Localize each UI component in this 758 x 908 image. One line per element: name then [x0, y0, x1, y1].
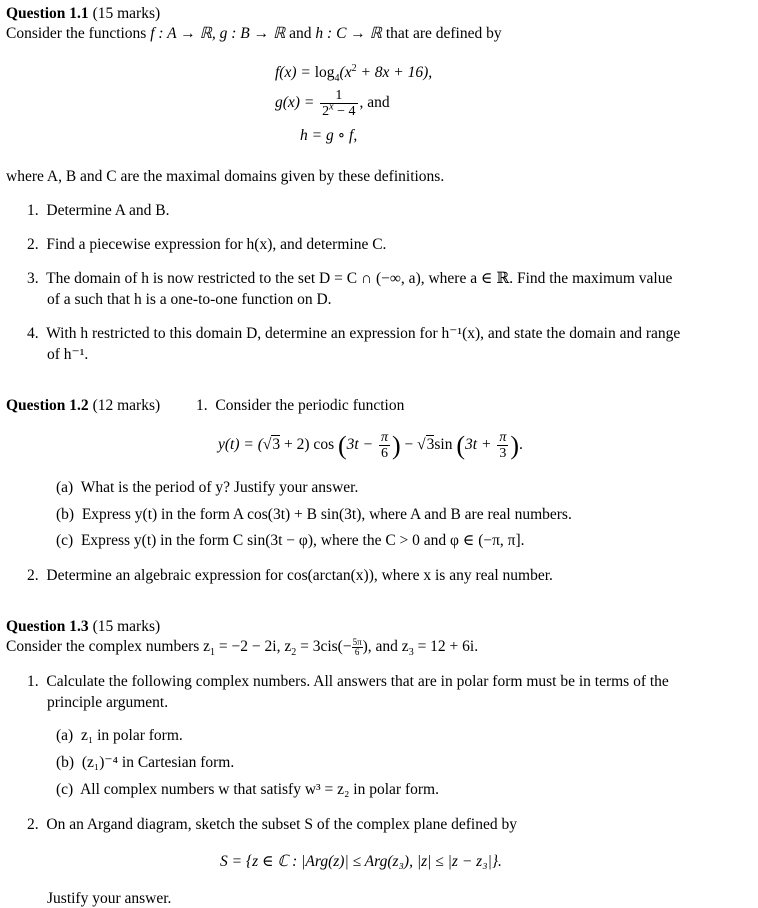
equation-h: h = g ∘ f, [300, 127, 358, 144]
q12-item-2 [27, 566, 553, 585]
subitem-text: What is the period of y? Justify your answer. [80, 479, 359, 496]
den-sup: x [329, 101, 334, 113]
q13-subitem-c [56, 780, 439, 799]
question-title: Question 1.2 [6, 397, 89, 414]
intro-text: that are defined by [381, 25, 502, 42]
eq-minus: − [400, 436, 418, 454]
eq-and: , and [359, 94, 390, 112]
q12-subitem-a [56, 478, 358, 497]
q12-item-1 [196, 396, 404, 415]
eq-cos: + 2) cos [280, 436, 335, 454]
list-item-4-cont: of h⁻¹. [47, 346, 89, 363]
eq-arg: + 8x + 16), [356, 64, 433, 81]
fraction [352, 638, 363, 657]
list-item-3-cont: of a such that h is a one-to-one function on D. [47, 291, 332, 308]
question-title: Question 1.3 [6, 618, 89, 635]
equation-y [218, 430, 523, 461]
sqrt-value: 3 [272, 436, 281, 454]
list-item-2 [27, 235, 386, 254]
denominator: 3 [499, 446, 507, 461]
eq-lhs: y(t) = ( [218, 436, 263, 454]
item-text: Consider the periodic function [215, 397, 405, 414]
subitem-text: Express y(t) in the form C sin(3t − φ), where the C > 0 and φ ∈ (−π, π]. [80, 532, 525, 549]
denominator [320, 101, 357, 119]
intro-text: = −2 − 2i, z [215, 638, 292, 655]
equation-g [275, 88, 390, 119]
item-text: Determine an algebraic expression for cos(arctan(x)), where x is any real number. [46, 567, 553, 584]
subscript: 3 [408, 647, 414, 659]
item-text: With h restricted to this domain D, determine an expression for h⁻¹(x), and state the domain and range [46, 325, 681, 342]
intro-text: and [285, 25, 316, 42]
subitem-text: z₁ in polar form. [80, 727, 183, 744]
eq-sin: sin [434, 436, 453, 454]
paren-close: ) [510, 431, 519, 461]
eq-lhs: g(x) = [275, 94, 319, 112]
q12-subitem-b [56, 505, 572, 524]
subitem-label: (b) [56, 754, 75, 771]
subscript: 2 [291, 647, 297, 659]
subitem-label: (c) [56, 781, 74, 798]
subitem-label: (a) [56, 479, 74, 496]
question-1-1-intro [6, 24, 502, 43]
question-1-1-heading [6, 4, 160, 23]
paren-close: ) [391, 431, 401, 461]
q13-item-1-cont: principle argument. [47, 694, 169, 711]
sqrt-symbol: √ [417, 436, 426, 454]
intro-text: Consider the functions [6, 25, 151, 42]
subitem-label: (a) [56, 727, 74, 744]
q12-subitem-c [56, 531, 525, 550]
denominator: 6 [380, 446, 388, 461]
list-item-1 [27, 201, 170, 220]
eq-arg: (x [339, 64, 352, 81]
intro-text: ), and z [362, 638, 409, 655]
question-title: Question 1.1 [6, 5, 89, 22]
item-number: 1. [27, 202, 39, 219]
eq-sup: 2 [351, 62, 357, 74]
fraction [379, 430, 390, 461]
item-text: Determine A and B. [46, 202, 170, 219]
eq-base: 4 [334, 73, 340, 85]
list-item-3 [27, 269, 672, 288]
item-number: 2. [27, 816, 39, 833]
item-text: Calculate the following complex numbers. All answers that are in polar form must be in terms of the [46, 673, 669, 690]
set-equation: S = {z ∈ ℂ : |Arg(z)| ≤ Arg(z₃), |z| ≤ |z − z₃|}. [220, 853, 502, 870]
subitem-text: (z₁)⁻⁴ in Cartesian form. [81, 754, 235, 771]
item-text: Find a piecewise expression for h(x), and determine C. [46, 236, 387, 253]
justify-text: Justify your answer. [47, 890, 172, 907]
subitem-label: (c) [56, 532, 74, 549]
eq-arg: 3t + [465, 436, 496, 454]
eq-lhs: f(x) = [275, 64, 315, 81]
item-text: The domain of h is now restricted to the set D = C ∩ (−∞, a), where a ∈ ℝ. Find the maximum value [46, 270, 673, 287]
item-number: 2. [27, 236, 39, 253]
question-marks: (15 marks) [92, 618, 161, 635]
question-marks: (12 marks) [92, 397, 161, 414]
equation-f [275, 62, 433, 85]
q13-subitem-a [56, 726, 183, 745]
question-1-3-heading [6, 617, 160, 636]
question-marks: (15 marks) [92, 5, 161, 22]
item-number: 2. [27, 567, 39, 584]
numerator: 1 [320, 88, 357, 104]
paren-open: ( [456, 431, 466, 461]
intro-math: f : A → ℝ, g : B → ℝ [150, 25, 286, 42]
intro-text: = 3cis(− [296, 638, 352, 655]
item-number: 1. [196, 397, 208, 414]
sqrt-symbol: √ [262, 436, 272, 454]
paren-open: ( [337, 431, 347, 461]
sqrt-value: 3 [426, 436, 435, 454]
eq-log: log [314, 64, 335, 81]
subscript: 1 [210, 647, 216, 659]
where-text: where A, B and C are the maximal domains given by these definitions. [6, 168, 445, 185]
list-item-4 [27, 324, 680, 343]
numerator: 5π [352, 636, 362, 647]
item-text: On an Argand diagram, sketch the subset S of the complex plane defined by [46, 816, 517, 833]
numerator: π [380, 430, 388, 445]
q13-item-2 [27, 815, 517, 834]
fraction [320, 88, 357, 119]
intro-text: Consider the complex numbers z [6, 638, 211, 655]
subitem-label: (b) [56, 506, 75, 523]
q13-item-1 [27, 672, 669, 691]
subitem-text: All complex numbers w that satisfy w³ = z₂ in polar form. [80, 781, 439, 798]
denominator: 6 [354, 646, 360, 657]
den-rest: − 4 [333, 104, 356, 119]
eq-arg: 3t − [346, 436, 377, 454]
intro-text: = 12 + 6i. [413, 638, 479, 655]
fraction [497, 430, 508, 461]
question-1-3-intro [6, 637, 478, 657]
item-number: 4. [27, 325, 39, 342]
subitem-text: Express y(t) in the form A cos(3t) + B sin(3t), where A and B are real numbers. [81, 506, 572, 523]
intro-math: h : C → ℝ [315, 25, 382, 42]
question-1-2-heading [6, 396, 160, 415]
q13-subitem-b [56, 753, 234, 772]
eq-end: . [519, 436, 523, 454]
item-number: 1. [27, 673, 39, 690]
item-number: 3. [27, 270, 39, 287]
numerator: π [499, 430, 507, 445]
den-base: 2 [322, 104, 330, 119]
